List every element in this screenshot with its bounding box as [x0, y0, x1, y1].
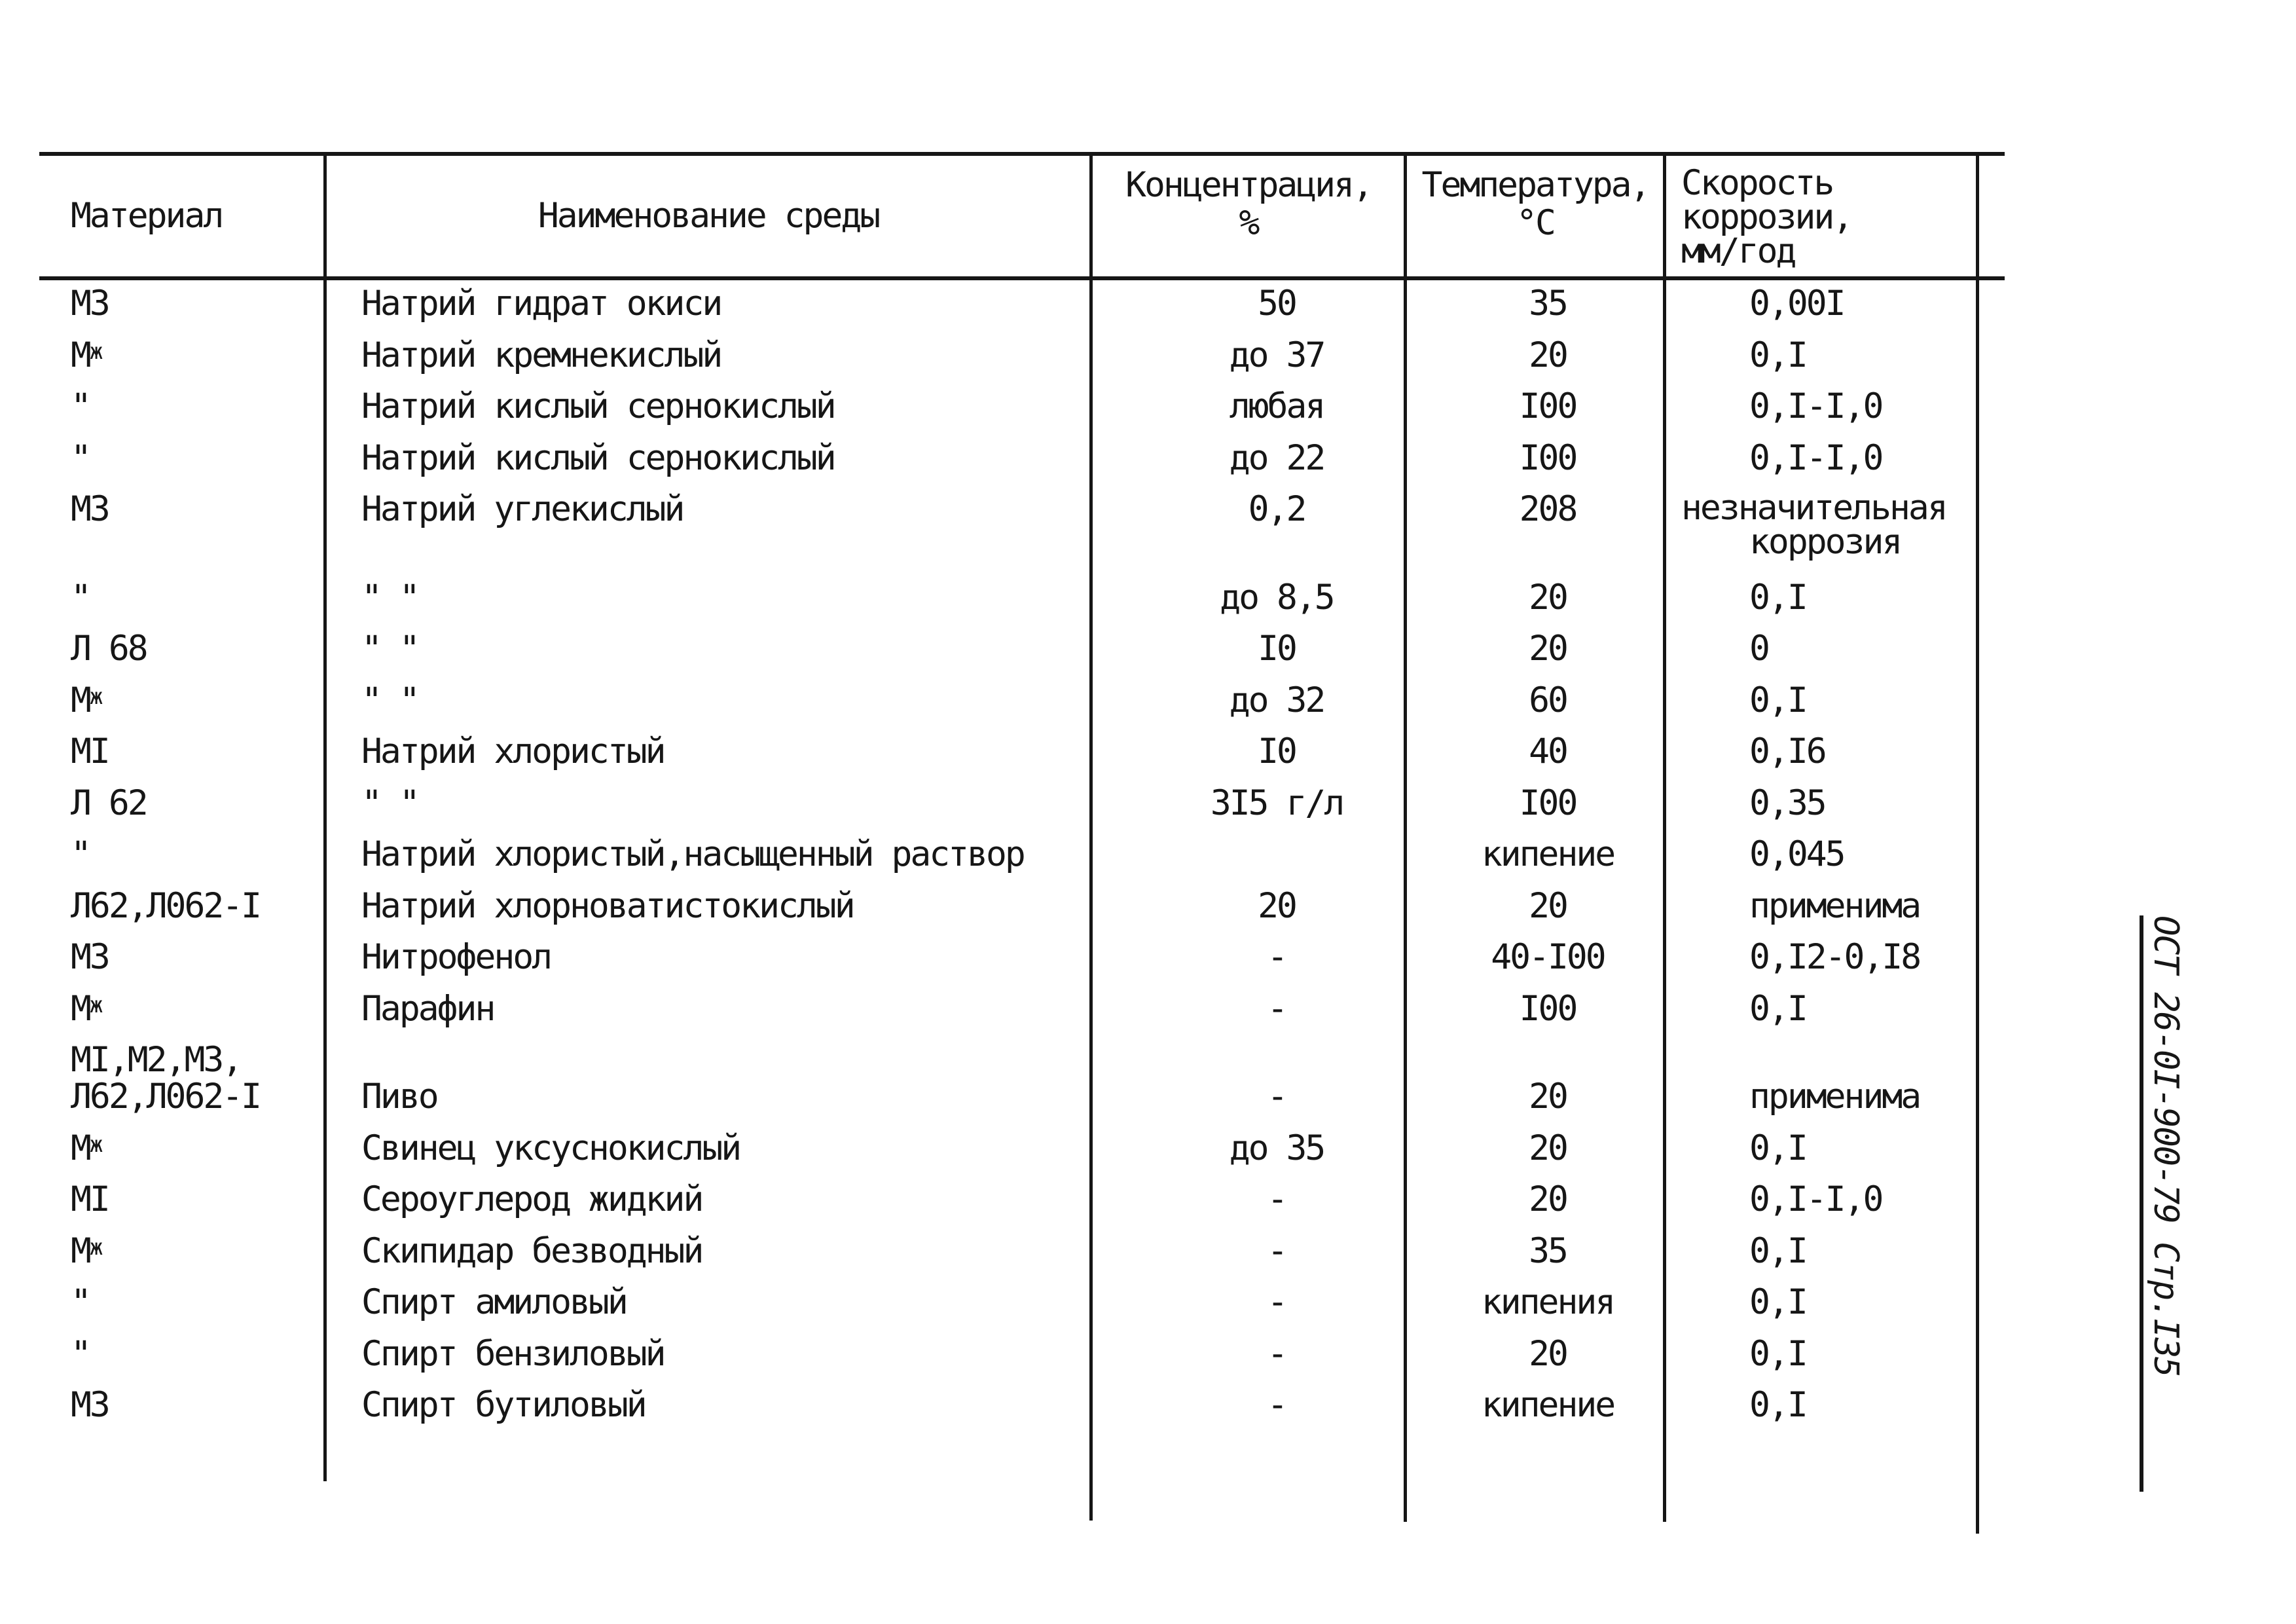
- concentration-cell-text: -: [1267, 1333, 1286, 1374]
- concentration-cell-text: I0: [1258, 731, 1296, 771]
- temperature-cell-text: 35: [1529, 284, 1567, 323]
- medium-cell-text: Сероуглерод жидкий: [361, 1179, 702, 1219]
- material-cell: [71, 337, 359, 374]
- temperature-cell: [1417, 1230, 1679, 1271]
- concentration-cell-text: любая: [1229, 386, 1324, 426]
- temperature-cell-text: 20: [1529, 1077, 1567, 1116]
- concentration-cell: [1100, 733, 1453, 770]
- material-cell: [71, 388, 359, 425]
- medium-cell: [361, 631, 1134, 667]
- material-cell: [71, 491, 359, 528]
- corrosion-rate-cell-text: незначительная: [1681, 488, 1946, 528]
- medium-cell: [361, 1284, 1134, 1321]
- concentration-cell-text: -: [1267, 1385, 1286, 1425]
- corrosion-rate-cell-text: 0,I-I,0: [1749, 386, 1882, 426]
- corrosion-rate-cell: [1681, 1387, 2048, 1424]
- medium-cell: [361, 1079, 1134, 1115]
- concentration-cell: [1100, 1181, 1453, 1218]
- concentration-cell-text: до 8,5: [1220, 577, 1334, 618]
- corrosion-rate-cell: [1681, 488, 2048, 562]
- medium-cell: [361, 437, 1134, 478]
- corrosion-rate-cell: [1681, 1333, 2048, 1374]
- medium-cell-text: " ": [361, 783, 418, 823]
- concentration-cell: [1100, 437, 1453, 478]
- corrosion-rate-cell: [1681, 988, 2048, 1029]
- medium-cell-text: Спирт бензиловый: [361, 1333, 665, 1374]
- concentration-cell-text: -: [1267, 1230, 1286, 1271]
- temperature-cell: [1417, 1333, 1679, 1374]
- concentration-cell-text: 50: [1258, 284, 1296, 323]
- material-cell-text: ": [71, 834, 90, 874]
- material-cell-wrap: [71, 682, 359, 719]
- temperature-cell: [1417, 1387, 1679, 1424]
- header-temperature: [1408, 156, 1663, 276]
- temperature-cell-text: 20: [1529, 1179, 1567, 1219]
- corrosion-rate-cell-text: 0,045: [1749, 834, 1844, 874]
- material-cell: [71, 939, 359, 976]
- corrosion-rate-cell: [1681, 1181, 2048, 1218]
- medium-cell-text: Пиво: [361, 1077, 437, 1116]
- medium-cell-text: Парафин: [361, 988, 494, 1029]
- header-rate-line3: мм/год: [1681, 231, 1795, 271]
- medium-cell: [361, 491, 1134, 528]
- medium-cell: [361, 1230, 1134, 1271]
- material-cell: [71, 1387, 359, 1424]
- corrosion-rate-cell-text: 0,I: [1749, 335, 1806, 375]
- corrosion-rate-cell: [1681, 1079, 2048, 1115]
- medium-cell: [361, 785, 1134, 822]
- corrosion-rate-cell: [1681, 388, 2048, 425]
- temperature-cell-text: 20: [1529, 1333, 1567, 1374]
- header-bottom-rule: [39, 276, 2005, 280]
- corrosion-rate-cell-text-line2: коррозия: [1749, 522, 1901, 562]
- temperature-cell-text: 208: [1519, 489, 1576, 529]
- material-cell: [71, 682, 359, 719]
- header-concentration-line2: %: [1239, 203, 1258, 243]
- header-material-label: Материал: [71, 196, 223, 236]
- medium-cell-text: Свинец уксуснокислый: [361, 1128, 740, 1168]
- corrosion-rate-cell-text: 0,00I: [1749, 284, 1844, 323]
- medium-cell: [361, 577, 1134, 618]
- medium-cell-text: Спирт амиловый: [361, 1282, 627, 1322]
- material-cell-wrap: [71, 988, 359, 1029]
- medium-cell-text: Натрий кислый сернокислый: [361, 437, 835, 478]
- material-cell-text: МI,М2,М3,: [71, 1040, 242, 1080]
- material-cell-text: М3: [71, 1385, 109, 1425]
- corrosion-rate-cell: [1681, 577, 2048, 618]
- corrosion-rate-cell-text: применима: [1749, 1077, 1920, 1116]
- material-cell: [71, 1230, 359, 1271]
- concentration-cell-text: 0,2: [1248, 489, 1305, 529]
- medium-cell-text: " ": [361, 680, 418, 720]
- temperature-cell-text: 20: [1529, 1128, 1567, 1168]
- concentration-cell-text: до 37: [1229, 335, 1324, 375]
- corrosion-rate-cell-text: 0,I-I,0: [1749, 437, 1882, 478]
- medium-cell: [361, 388, 1134, 425]
- material-cell: [71, 1130, 359, 1167]
- medium-cell: [361, 733, 1134, 770]
- temperature-cell-text: 20: [1529, 629, 1567, 669]
- corrosion-rate-cell-text: 0,I6: [1749, 731, 1825, 771]
- temperature-cell-text: I00: [1519, 437, 1576, 478]
- temperature-cell-text: кипение: [1481, 1385, 1614, 1425]
- corrosion-rate-cell: [1681, 631, 2048, 667]
- temperature-cell: [1417, 1130, 1679, 1167]
- medium-cell-text: " ": [361, 629, 418, 669]
- temperature-cell: [1417, 939, 1679, 976]
- header-medium: [327, 156, 1089, 276]
- medium-cell: [361, 1333, 1134, 1374]
- temperature-cell-text: I00: [1519, 386, 1576, 426]
- medium-cell: [361, 286, 1134, 322]
- corrosion-rate-cell-text: 0,I: [1749, 1128, 1806, 1168]
- material-cell-text-line2: Л62,Л062-I: [71, 1077, 261, 1116]
- material-cell-text: МI: [71, 1179, 109, 1219]
- material-cell: [71, 577, 359, 618]
- medium-cell: [361, 885, 1134, 926]
- material-cell-text: М3: [71, 489, 109, 529]
- material-cell: [71, 437, 359, 478]
- temperature-cell-text: кипения: [1481, 1282, 1614, 1322]
- material-cell-text: М: [71, 335, 90, 375]
- temperature-cell-text: 20: [1529, 885, 1567, 926]
- concentration-cell: [1100, 1230, 1453, 1271]
- corrosion-rate-cell: [1681, 885, 2048, 926]
- material-cell-wrap: [71, 1130, 359, 1167]
- material-cell-text: Л62,Л062-I: [71, 885, 261, 926]
- temperature-cell: [1417, 491, 1679, 528]
- concentration-cell: [1100, 939, 1453, 976]
- material-cell-text: М: [71, 1128, 90, 1168]
- concentration-cell-text: I0: [1258, 629, 1296, 669]
- corrosion-rate-cell: [1681, 733, 2048, 770]
- medium-cell-text: Натрий хлорноватистокислый: [361, 885, 854, 926]
- concentration-cell: [1100, 491, 1453, 528]
- corrosion-rate-cell: [1681, 785, 2048, 822]
- corrosion-rate-cell-text: 0: [1749, 629, 1768, 669]
- temperature-cell-text: 40: [1529, 731, 1567, 771]
- temperature-cell-text: I00: [1519, 988, 1576, 1029]
- material-cell: [71, 733, 359, 770]
- temperature-cell: [1417, 437, 1679, 478]
- corrosion-rate-cell-text: 0,I: [1749, 577, 1806, 618]
- medium-cell: [361, 337, 1134, 374]
- concentration-cell-text: -: [1267, 988, 1286, 1029]
- header-material: [71, 156, 319, 276]
- concentration-cell: [1100, 885, 1453, 926]
- concentration-cell-text: -: [1267, 1077, 1286, 1116]
- temperature-cell: [1417, 1284, 1679, 1321]
- medium-cell-text: Натрий кислый сернокислый: [361, 386, 835, 426]
- corrosion-rate-cell-text: 0,I: [1749, 1385, 1806, 1425]
- concentration-cell: [1100, 1284, 1453, 1321]
- material-cell: [71, 1284, 359, 1321]
- material-cell-text: ": [71, 577, 90, 618]
- header-rate-line2: коррозии,: [1681, 197, 1852, 237]
- material-cell: [71, 1042, 359, 1115]
- concentration-cell: [1100, 1130, 1453, 1167]
- concentration-cell: [1100, 286, 1453, 322]
- material-cell-text: ": [71, 1282, 90, 1322]
- material-footnote-mark: ж: [89, 338, 101, 365]
- medium-cell: [361, 836, 1134, 873]
- material-cell: [71, 631, 359, 667]
- corrosion-rate-cell: [1681, 337, 2048, 374]
- header-rate-line1: Скорость: [1681, 163, 1833, 203]
- concentration-cell-text: 3I5 г/л: [1210, 783, 1343, 823]
- corrosion-rate-cell: [1681, 1284, 2048, 1321]
- concentration-cell: [1100, 577, 1453, 618]
- material-cell: [71, 1333, 359, 1374]
- header-medium-label: Наименование среды: [538, 196, 879, 236]
- material-cell-text: М3: [71, 937, 109, 977]
- material-cell-text: М: [71, 680, 90, 720]
- medium-cell-text: Нитрофенол: [361, 937, 551, 977]
- header-concentration-line1: Концентрация,: [1125, 165, 1372, 205]
- medium-cell: [361, 1387, 1134, 1424]
- material-cell-text: М: [71, 1230, 90, 1271]
- material-cell: [71, 286, 359, 322]
- concentration-cell: [1100, 388, 1453, 425]
- corrosion-rate-cell-text: 0,I2-0,I8: [1749, 937, 1920, 977]
- header-temperature-line2: °С: [1516, 203, 1554, 243]
- concentration-cell-text: до 35: [1229, 1128, 1324, 1168]
- corrosion-rate-cell-text: 0,I: [1749, 988, 1806, 1029]
- corrosion-rate-cell: [1681, 286, 2048, 322]
- corrosion-rate-cell-text: 0,I-I,0: [1749, 1179, 1882, 1219]
- concentration-cell-text: 20: [1258, 885, 1296, 926]
- concentration-cell-text: до 22: [1229, 437, 1324, 478]
- concentration-cell: [1100, 337, 1453, 374]
- medium-cell: [361, 939, 1134, 976]
- temperature-cell: [1417, 988, 1679, 1029]
- concentration-cell: [1100, 1079, 1453, 1115]
- corrosion-rate-cell: [1681, 437, 2048, 478]
- temperature-cell-text: I00: [1519, 783, 1576, 823]
- corrosion-rate-cell-text: 0,35: [1749, 783, 1825, 823]
- material-cell: [71, 1181, 359, 1218]
- temperature-cell-text: 35: [1529, 1230, 1567, 1271]
- header-temperature-line1: Температура,: [1421, 165, 1649, 205]
- medium-cell: [361, 1130, 1134, 1167]
- medium-cell-text: Натрий гидрат окиси: [361, 284, 721, 323]
- material-cell-text: ": [71, 437, 90, 478]
- medium-cell: [361, 1181, 1134, 1218]
- medium-cell-text: Натрий хлористый,насыщенный раствор: [361, 834, 1024, 874]
- concentration-cell: [1100, 988, 1453, 1029]
- material-footnote-mark: ж: [89, 1131, 101, 1158]
- material-footnote-mark: ж: [89, 991, 101, 1018]
- material-cell-text: М3: [71, 284, 109, 323]
- medium-cell-text: Спирт бутиловый: [361, 1385, 646, 1425]
- medium-cell-text: Натрий углекислый: [361, 489, 683, 529]
- concentration-cell-text: до 32: [1229, 680, 1324, 720]
- concentration-cell: [1100, 631, 1453, 667]
- corrosion-rate-cell: [1681, 939, 2048, 976]
- material-cell-text: Л 62: [71, 783, 147, 823]
- temperature-cell: [1417, 785, 1679, 822]
- temperature-cell-text: 20: [1529, 335, 1567, 375]
- material-cell-text: ": [71, 1333, 90, 1374]
- temperature-cell: [1417, 577, 1679, 618]
- document-stamp: [2140, 915, 2192, 1492]
- temperature-cell-text: 20: [1529, 577, 1567, 618]
- temperature-cell: [1417, 286, 1679, 322]
- material-footnote-mark: ж: [89, 683, 101, 710]
- medium-cell: [361, 988, 1134, 1029]
- material-cell-text: М: [71, 988, 90, 1029]
- material-cell: [71, 836, 359, 873]
- medium-cell-text: " ": [361, 577, 418, 618]
- concentration-cell: [1100, 1387, 1453, 1424]
- material-cell-text: Л 68: [71, 629, 147, 669]
- temperature-cell: [1417, 388, 1679, 425]
- medium-cell-text: Скипидар безводный: [361, 1230, 702, 1271]
- temperature-cell: [1417, 1181, 1679, 1218]
- material-cell: [71, 885, 359, 926]
- corrosion-rate-cell: [1681, 1130, 2048, 1167]
- concentration-cell: [1100, 785, 1453, 822]
- temperature-cell: [1417, 337, 1679, 374]
- corrosion-table: [39, 152, 1994, 1534]
- corrosion-rate-cell-text: 0,I: [1749, 1230, 1806, 1271]
- corrosion-rate-cell: [1681, 836, 2048, 873]
- stamp-text: ОСТ 26-0I-900-79 Стр.I35: [2146, 915, 2185, 1376]
- temperature-cell: [1417, 682, 1679, 719]
- concentration-cell-text: -: [1267, 1282, 1286, 1322]
- corrosion-rate-cell-text: 0,I: [1749, 1282, 1806, 1322]
- material-cell: [71, 785, 359, 822]
- concentration-cell: [1100, 1333, 1453, 1374]
- material-cell-text: ": [71, 386, 90, 426]
- material-footnote-mark: ж: [89, 1234, 101, 1261]
- concentration-cell: [1100, 682, 1453, 719]
- material-cell-wrap: [71, 1230, 359, 1271]
- material-cell-text: МI: [71, 731, 109, 771]
- temperature-cell-text: 60: [1529, 680, 1567, 720]
- corrosion-rate-cell-text: 0,I: [1749, 1333, 1806, 1374]
- temperature-cell: [1417, 885, 1679, 926]
- medium-cell: [361, 682, 1134, 719]
- temperature-cell: [1417, 631, 1679, 667]
- temperature-cell-text: 40-I00: [1491, 937, 1605, 977]
- medium-cell-text: Натрий кремнекислый: [361, 335, 721, 375]
- concentration-cell-text: -: [1267, 937, 1286, 977]
- header-rate: [1681, 156, 1976, 276]
- temperature-cell-text: кипение: [1481, 834, 1614, 874]
- corrosion-rate-cell-text: применима: [1749, 885, 1920, 926]
- corrosion-rate-cell: [1681, 682, 2048, 719]
- corrosion-rate-cell-text: 0,I: [1749, 680, 1806, 720]
- medium-cell-text: Натрий хлористый: [361, 731, 665, 771]
- temperature-cell: [1417, 1079, 1679, 1115]
- material-cell-wrap: [71, 337, 359, 374]
- header-concentration: [1093, 156, 1404, 276]
- corrosion-rate-cell: [1681, 1230, 2048, 1271]
- material-cell: [71, 988, 359, 1029]
- temperature-cell: [1417, 733, 1679, 770]
- concentration-cell-text: -: [1267, 1179, 1286, 1219]
- temperature-cell: [1417, 836, 1679, 873]
